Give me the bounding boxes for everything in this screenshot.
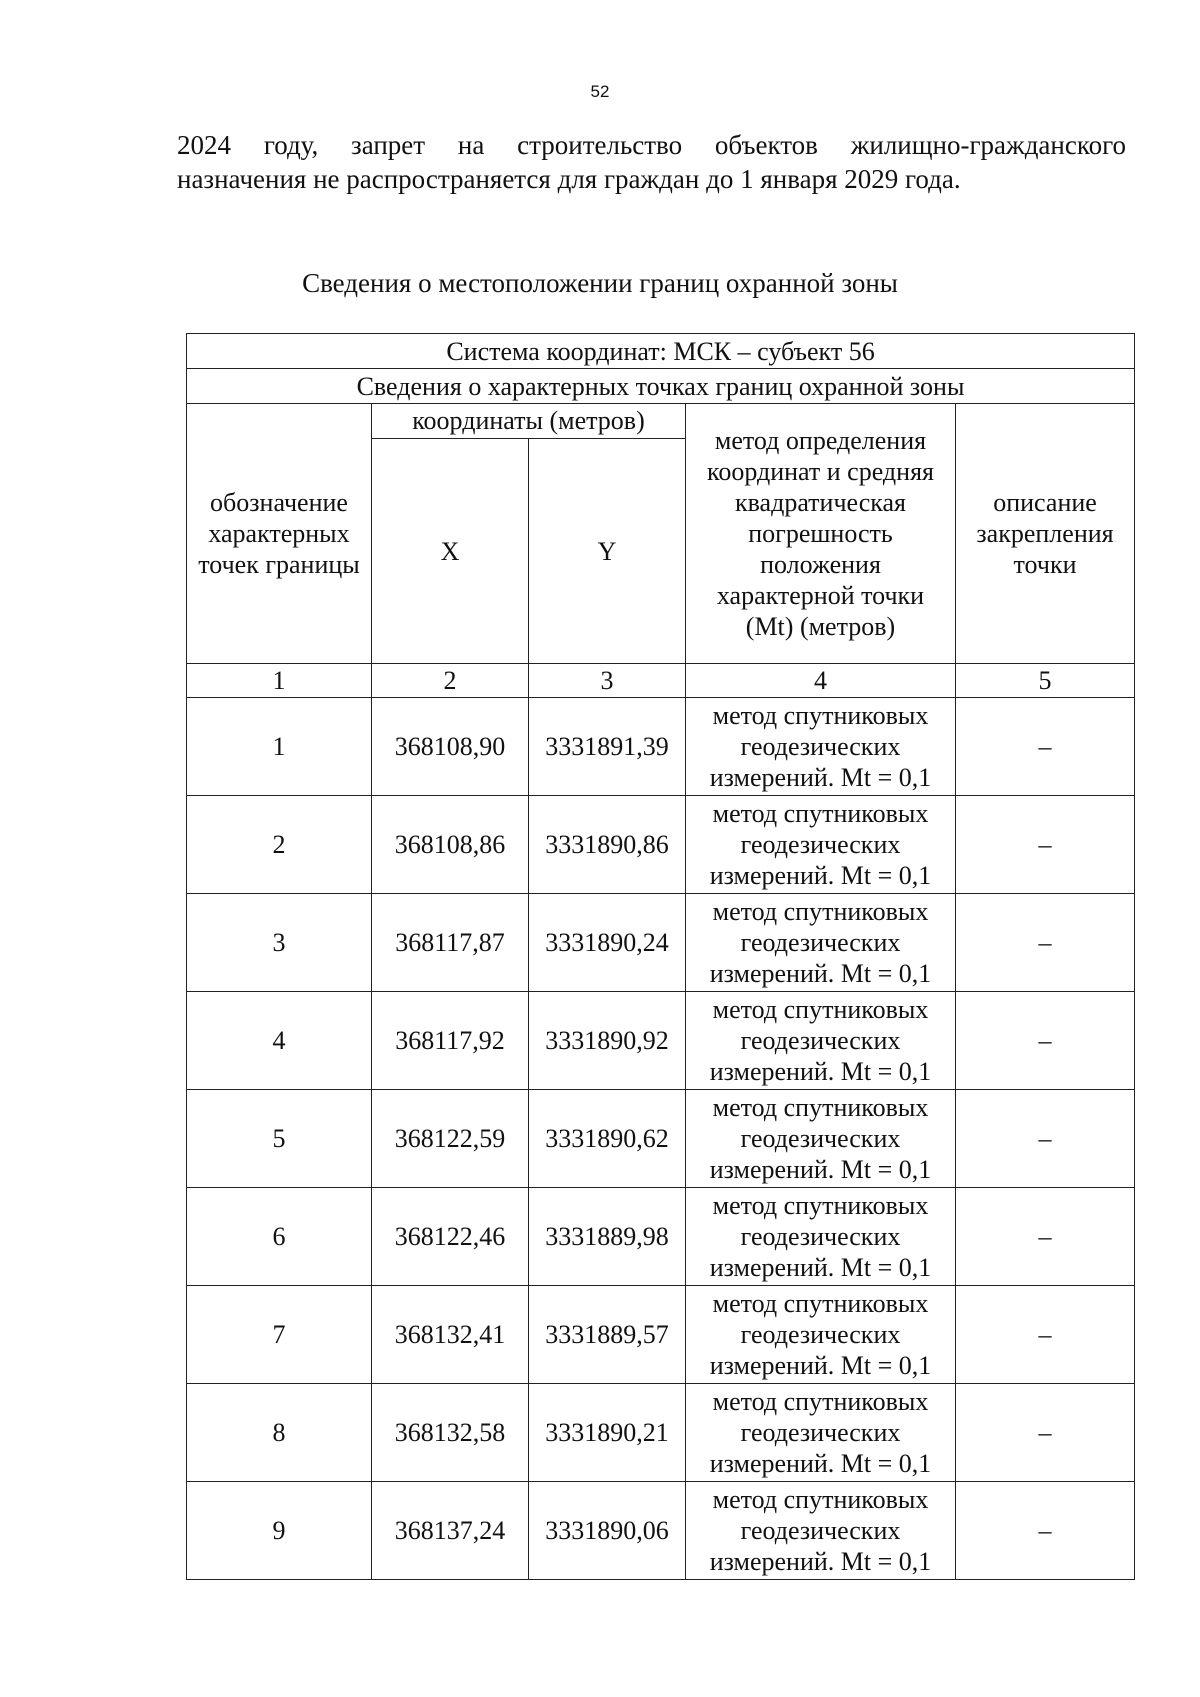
table-row — [187, 1384, 1135, 1482]
header-point-designation: обозначение характерных точек границы — [187, 404, 372, 664]
point-number-cell: 4 — [187, 992, 372, 1090]
point-number-cell: 9 — [187, 1482, 372, 1580]
coordinates-table — [186, 333, 1135, 1580]
table-title: Сведения о местоположении границ охранной зоны — [302, 268, 898, 298]
header-coordinates: координаты (метров) — [372, 404, 686, 439]
table-row — [187, 1286, 1135, 1384]
point-number-cell: 5 — [187, 1090, 372, 1188]
column-number: 5 — [956, 664, 1135, 698]
table-subtitle-row — [187, 369, 1135, 404]
paragraph-line-2: назначения не распространяется для граждан до 1 января 2029 года. — [177, 164, 961, 194]
header-y: Y — [529, 439, 686, 664]
table-row — [187, 796, 1135, 894]
point-number-cell: 8 — [187, 1384, 372, 1482]
y-coordinate-cell: 3331890,86 — [529, 796, 686, 894]
method-cell: метод спутниковых геодезических измерений. Mt = 0,1 — [686, 698, 956, 796]
header-fixing-description: описание закрепления точки — [956, 404, 1135, 664]
column-number: 4 — [686, 664, 956, 698]
coordinate-system-cell: Система координат: МСК – субъект 56 — [187, 334, 1135, 369]
method-cell: метод спутниковых геодезических измерений. Mt = 0,1 — [686, 1286, 956, 1384]
page-number: 52 — [590, 82, 610, 101]
fixing-description-cell: – — [956, 1482, 1135, 1580]
fixing-description-cell: – — [956, 1188, 1135, 1286]
table-row — [187, 894, 1135, 992]
fixing-description-cell: – — [956, 894, 1135, 992]
method-cell: метод спутниковых геодезических измерений. Mt = 0,1 — [686, 1090, 956, 1188]
column-number: 2 — [372, 664, 529, 698]
table-row — [187, 1482, 1135, 1580]
x-coordinate-cell: 368117,92 — [372, 992, 529, 1090]
paragraph-line-1: 2024 году, запрет на строительство объектов жилищно-гражданского — [177, 130, 1126, 160]
y-coordinate-cell: 3331890,24 — [529, 894, 686, 992]
table-row — [187, 1090, 1135, 1188]
fixing-description-cell: – — [956, 1384, 1135, 1482]
y-coordinate-cell: 3331891,39 — [529, 698, 686, 796]
column-number-row — [187, 664, 1135, 698]
fixing-description-cell: – — [956, 992, 1135, 1090]
table-subtitle-cell: Сведения о характерных точках границ охранной зоны — [187, 369, 1135, 404]
x-coordinate-cell: 368117,87 — [372, 894, 529, 992]
y-coordinate-cell: 3331890,21 — [529, 1384, 686, 1482]
header-x: X — [372, 439, 529, 664]
column-number: 1 — [187, 664, 372, 698]
table-row — [187, 992, 1135, 1090]
coordinate-system-row — [187, 334, 1135, 369]
method-cell: метод спутниковых геодезических измерений. Mt = 0,1 — [686, 796, 956, 894]
table-row — [187, 698, 1135, 796]
x-coordinate-cell: 368108,86 — [372, 796, 529, 894]
y-coordinate-cell: 3331889,98 — [529, 1188, 686, 1286]
x-coordinate-cell: 368122,46 — [372, 1188, 529, 1286]
method-cell: метод спутниковых геодезических измерений. Mt = 0,1 — [686, 992, 956, 1090]
point-number-cell: 7 — [187, 1286, 372, 1384]
point-number-cell: 6 — [187, 1188, 372, 1286]
y-coordinate-cell: 3331890,92 — [529, 992, 686, 1090]
fixing-description-cell: – — [956, 796, 1135, 894]
header-method: метод определения координат и средняя квадратическая погрешность положения характерной точки (Mt) (метров) — [686, 404, 956, 664]
method-cell: метод спутниковых геодезических измерений. Mt = 0,1 — [686, 1188, 956, 1286]
header-row — [187, 404, 1135, 439]
fixing-description-cell: – — [956, 698, 1135, 796]
fixing-description-cell: – — [956, 1286, 1135, 1384]
method-cell: метод спутниковых геодезических измерений. Mt = 0,1 — [686, 1482, 956, 1580]
fixing-description-cell: – — [956, 1090, 1135, 1188]
x-coordinate-cell: 368122,59 — [372, 1090, 529, 1188]
y-coordinate-cell: 3331890,62 — [529, 1090, 686, 1188]
table-row — [187, 1188, 1135, 1286]
method-cell: метод спутниковых геодезических измерений. Mt = 0,1 — [686, 1384, 956, 1482]
x-coordinate-cell: 368132,58 — [372, 1384, 529, 1482]
point-number-cell: 1 — [187, 698, 372, 796]
column-number: 3 — [529, 664, 686, 698]
point-number-cell: 3 — [187, 894, 372, 992]
y-coordinate-cell: 3331890,06 — [529, 1482, 686, 1580]
y-coordinate-cell: 3331889,57 — [529, 1286, 686, 1384]
x-coordinate-cell: 368137,24 — [372, 1482, 529, 1580]
x-coordinate-cell: 368132,41 — [372, 1286, 529, 1384]
x-coordinate-cell: 368108,90 — [372, 698, 529, 796]
method-cell: метод спутниковых геодезических измерений. Mt = 0,1 — [686, 894, 956, 992]
point-number-cell: 2 — [187, 796, 372, 894]
